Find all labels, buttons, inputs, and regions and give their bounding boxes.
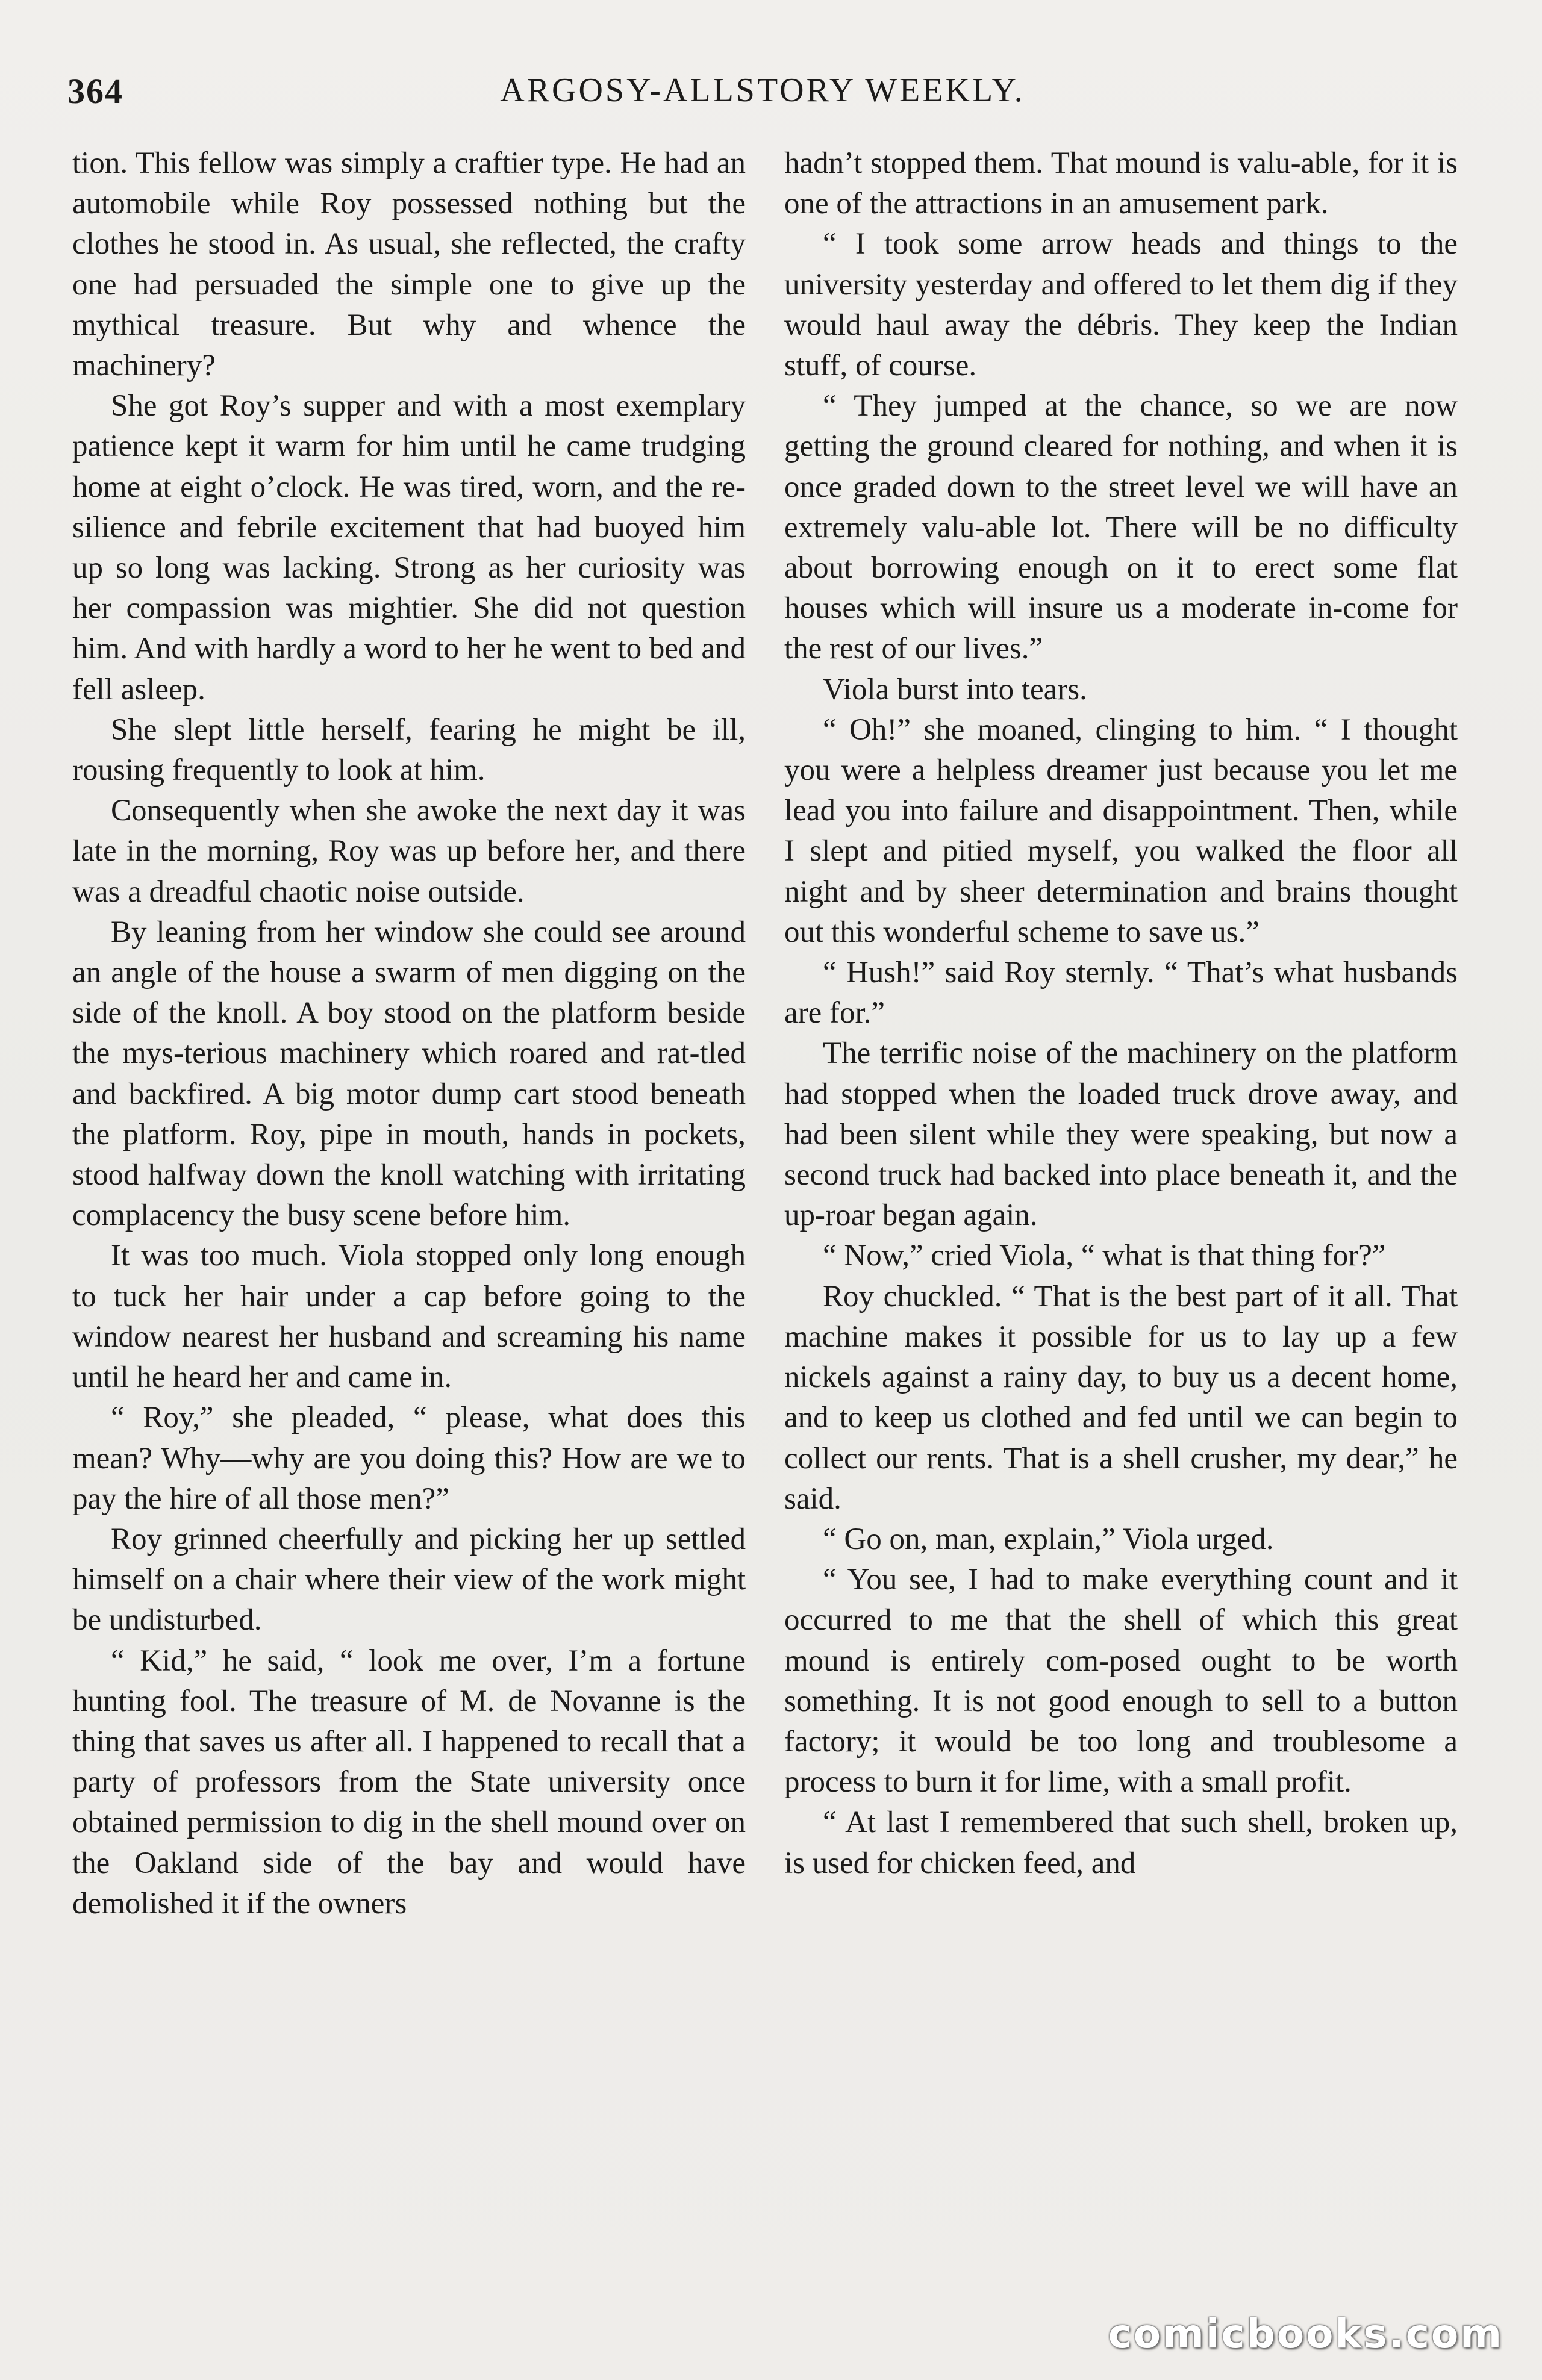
paragraph: “ I took some arrow heads and things to the university yesterday and offered to let them dig if they would haul away the débris. They keep the Indian stuff, of course. [784, 227, 1458, 383]
paragraph: She got Roy’s supper and with a most exemplary patience kept it warm for him until he came trudging home at eight o’clock. He was tired, worn, and the re-silience and febrile excitement that had buoyed him up so long was lacking. Strong as her curiosity was her compassion was mightier. She did not question him. And with hardly a word to her he went to bed and fell asleep. [72, 389, 746, 706]
paragraph: tion. This fellow was simply a craftier type. He had an automobile while Roy possessed nothing but the clothes he stood in. As usual, she reflected, the crafty one had persuaded the simple one to give up the mythical treasure. But why and whence the machinery? [72, 146, 746, 383]
paragraph: “ At last I remembered that such shell, broken up, is used for chicken feed, and [784, 1805, 1458, 1880]
paragraph: “ You see, I had to make everything count and it occurred to me that the shell of which this great mound is entirely com-posed ought to be worth something. It is not good enough to sell to a button factory; it would be too long and troublesome a process to burn it for lime, with a small profit. [784, 1563, 1458, 1799]
paragraph: “ Hush!” said Roy sternly. “ That’s what husbands are for.” [784, 956, 1458, 1030]
paragraph: “ Go on, man, explain,” Viola urged. [823, 1522, 1274, 1556]
right-column [784, 143, 1458, 1884]
paragraph: “ Kid,” he said, “ look me over, I’m a fortune hunting fool. The treasure of M. de Novanne is the thing that saves us after all. I happened to recall that a party of professors from the State university once obtained permission to dig in the shell mound over on the Oakland side of the bay and would have demolished it if the owners [72, 1643, 746, 1921]
paragraph: “ They jumped at the chance, so we are now getting the ground cleared for nothing, and when it is once graded down to the street level we will have an extremely valu-able lot. There will be no difficulty about borrowing enough on it to erect some flat houses which will insure us a moderate in-come for the rest of our lives.” [784, 389, 1458, 666]
left-column [72, 143, 746, 1924]
paragraph: Roy grinned cheerfully and picking her up settled himself on a chair where their view of the work might be undisturbed. [72, 1522, 746, 1637]
page-header [67, 71, 1458, 119]
paragraph: Viola burst into tears. [823, 672, 1087, 706]
paragraph: “ Now,” cried Viola, “ what is that thing for?” [823, 1239, 1386, 1273]
paragraph: “ Roy,” she pleaded, “ please, what does this mean? Why—why are you doing this? How are we to pay the hire of all those men?” [72, 1401, 746, 1516]
paragraph: It was too much. Viola stopped only long enough to tuck her hair under a cap before going to the window nearest her husband and screaming his name until he heard her and came in. [72, 1239, 746, 1395]
paragraph: The terrific noise of the machinery on the platform had stopped when the loaded truck drove away, and had been silent while they were speaking, but now a second truck had backed into place beneath it, and the up-roar began again. [784, 1036, 1458, 1233]
page-number: 364 [67, 72, 123, 111]
paragraph: Consequently when she awoke the next day it was late in the morning, Roy was up before her, and there was a dreadful chaotic noise outside. [72, 794, 746, 909]
paragraph: Roy chuckled. “ That is the best part of it all. That machine makes it possible for us to lay up a few nickels against a rainy day, to buy us a decent home, and to keep us clothed and fed until we can begin to collect our rents. That is a shell crusher, my dear,” he said. [784, 1279, 1458, 1516]
paragraph: “ Oh!” she moaned, clinging to him. “ I thought you were a helpless dreamer just because you let me lead you into failure and disappointment. Then, while I slept and pitied myself, you walked the floor all night and by sheer determination and brains thought out this wonderful scheme to save us.” [784, 712, 1458, 949]
paragraph: She slept little herself, fearing he might be ill, rousing frequently to look at him. [72, 712, 746, 788]
paragraph: By leaning from her window she could see around an angle of the house a swarm of men digging on the side of the knoll. A boy stood on the platform beside the mys-terious machinery which roared and rat-tled and backfired. A big motor dump cart stood beneath the platform. Roy, pipe in mouth, hands in pockets, stood halfway down the knoll watching with irritating complacency the busy scene before him. [72, 915, 746, 1233]
paragraph: hadn’t stopped them. That mound is valu-able, for it is one of the attractions in an amusement park. [784, 146, 1458, 221]
watermark-logo: comicbooks.com [1108, 2311, 1503, 2357]
running-title: ARGOSY-ALLSTORY WEEKLY. [500, 72, 1025, 109]
